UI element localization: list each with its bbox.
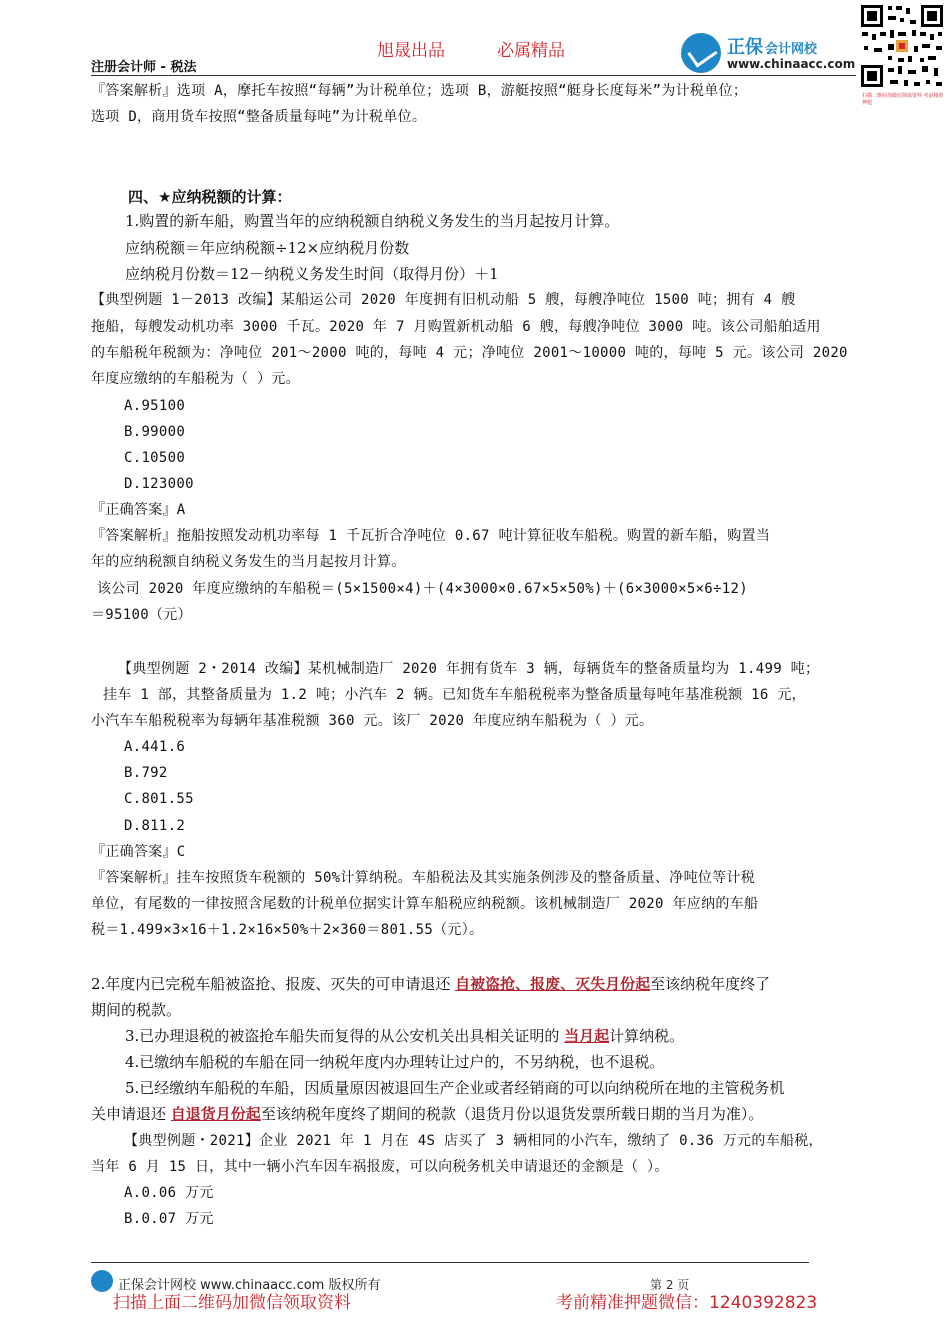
qr-code-icon bbox=[858, 2, 946, 90]
option: B.0.07 万元 bbox=[124, 1211, 214, 1227]
highlight: 当月起 bbox=[564, 1027, 610, 1045]
logo-url: www.chinaacc.com bbox=[727, 57, 856, 71]
answer-analysis-line: 『答案解析』选项 A，摩托车按照“每辆”为计税单位；选项 B，游艇按照“艇身长度每米”为计税单位； bbox=[91, 83, 748, 99]
option: A.0.06 万元 bbox=[124, 1185, 214, 1201]
example-text: 挂车 1 部，其整备质量为 1.2 吨；小汽车 2 辆。已知货车车船税税率为整备质量每吨年基准税额 16 元， bbox=[103, 687, 806, 703]
footer-promo-right: 考前精准押题微信：1240392823 bbox=[556, 1293, 818, 1313]
answer-analysis-line: ＝95100（元） bbox=[91, 607, 192, 623]
course-title: 注册会计师 - 税法 bbox=[91, 60, 197, 75]
logo-mark-icon bbox=[681, 33, 721, 73]
paragraph: 4.已缴纳车船税的车船在同一纳税年度内办理转让过户的，不另纳税，也不退税。 bbox=[125, 1053, 665, 1071]
answer-analysis-line: 税＝1.499×3×16＋1.2×16×50%＋2×360＝801.55（元）。 bbox=[91, 922, 484, 938]
page-number: 第 2 页 bbox=[650, 1278, 690, 1292]
formula: 应纳税月份数＝12－纳税义务发生时间（取得月份）＋1 bbox=[125, 265, 499, 283]
example-text: 拖船，每艘发动机功率 3000 千瓦。2020 年 7 月购置新机动船 6 艘，每艘净吨位 3000 吨。该公司船舶适用 bbox=[91, 319, 821, 335]
header-divider bbox=[91, 75, 856, 76]
option: B.99000 bbox=[124, 424, 186, 440]
correct-answer: 『正确答案』A bbox=[91, 502, 186, 518]
paragraph: 1.购置的新车船，购置当年的应纳税额自纳税义务发生的当月起按月计算。 bbox=[125, 212, 620, 230]
paragraph: 关申请退还 自退货月份起至该纳税年度终了期间的税款（退货月份以退货发票所载日期的当月为准）。 bbox=[91, 1105, 764, 1123]
highlight: 自退货月份起 bbox=[170, 1105, 261, 1123]
footer-copyright: 正保会计网校 www.chinaacc.com 版权所有 bbox=[118, 1278, 381, 1293]
answer-analysis-line: 选项 D，商用货车按照“整备质量每吨”为计税单位。 bbox=[91, 109, 427, 125]
brand-logo[interactable] bbox=[681, 33, 859, 73]
example-text: 【典型例题・2021】企业 2021 年 1 月在 4S 店买了 3 辆相同的小汽车，缴纳了 0.36 万元的车船税， bbox=[124, 1133, 823, 1149]
option: C.801.55 bbox=[124, 791, 194, 807]
logo-name: 正保 会计网校 bbox=[727, 37, 818, 58]
footer-promo-left: 扫描上面二维码加微信领取资料 bbox=[113, 1293, 351, 1313]
paragraph: 3.已办理退税的被盗抢车船失而复得的从公安机关出具相关证明的 当月起计算纳税。 bbox=[125, 1027, 685, 1045]
option: A.95100 bbox=[124, 398, 186, 414]
qr-caption: 扫描二维码加微信领取资料 考前精准押题 bbox=[862, 93, 944, 106]
option: A.441.6 bbox=[124, 739, 186, 755]
section-heading: 四、★应纳税额的计算： bbox=[128, 188, 292, 206]
header-slogan-right: 必属精品 bbox=[497, 41, 565, 61]
answer-analysis-line: 该公司 2020 年度应缴纳的车船税＝(5×1500×4)＋(4×3000×0.67×5×50%)＋(6×3000×5×6÷12) bbox=[97, 581, 748, 597]
option: B.792 bbox=[124, 765, 168, 781]
answer-analysis-line: 『答案解析』挂车按照货车税额的 50%计算纳税。车船税法及其实施条例涉及的整备质量、净吨位等计税 bbox=[91, 870, 756, 886]
paragraph: 5.已经缴纳车船税的车船，因质量原因被退回生产企业或者经销商的可以向纳税所在地的主管税务机 bbox=[125, 1079, 785, 1097]
example-text: 当年 6 月 15 日，其中一辆小汽车因车祸报废，可以向税务机关申请退还的金额是（ ）。 bbox=[91, 1159, 669, 1175]
answer-analysis-line: 单位，有尾数的一律按照含尾数的计税单位据实计算车船税应纳税额。该机械制造厂 2020 年应纳的车船 bbox=[91, 896, 759, 912]
option: D.811.2 bbox=[124, 818, 186, 834]
formula: 应纳税额＝年应纳税额÷12×应纳税月份数 bbox=[125, 239, 410, 257]
paragraph: 期间的税款。 bbox=[91, 1001, 182, 1019]
footer-divider bbox=[91, 1262, 809, 1263]
option: C.10500 bbox=[124, 450, 186, 466]
example-text: 年度应缴纳的车船税为（ ）元。 bbox=[91, 371, 300, 387]
example-text: 小汽车车船税税率为每辆年基准税额 360 元。该厂 2020 年度应纳车船税为（ ）元。 bbox=[91, 713, 654, 729]
answer-analysis-line: 年的应纳税额自纳税义务发生的当月起按月计算。 bbox=[91, 554, 406, 570]
example-text: 【典型例题 2・2014 改编】某机械制造厂 2020 年拥有货车 3 辆，每辆货车的整备质量均为 1.499 吨； bbox=[118, 661, 820, 677]
option: D.123000 bbox=[124, 476, 194, 492]
footer-logo-icon bbox=[91, 1270, 113, 1292]
highlight: 自被盗抢、报废、灭失月份起 bbox=[455, 975, 651, 993]
header-slogan-left: 旭晟出品 bbox=[377, 41, 445, 61]
example-text: 的车船税年税额为：净吨位 201～2000 吨的，每吨 4 元；净吨位 2001～10000 吨的，每吨 5 元。该公司 2020 bbox=[91, 345, 848, 361]
example-text: 【典型例题 1－2013 改编】某船运公司 2020 年度拥有旧机动船 5 艘，每艘净吨位 1500 吨；拥有 4 艘 bbox=[91, 292, 796, 308]
answer-analysis-line: 『答案解析』拖船按照发动机功率每 1 千瓦折合净吨位 0.67 吨计算征收车船税。购置的新车船，购置当 bbox=[91, 528, 771, 544]
correct-answer: 『正确答案』C bbox=[91, 844, 186, 860]
paragraph: 2.年度内已完税车船被盗抢、报废、灭失的可申请退还 自被盗抢、报废、灭失月份起至该纳税年度终了 bbox=[91, 975, 771, 993]
